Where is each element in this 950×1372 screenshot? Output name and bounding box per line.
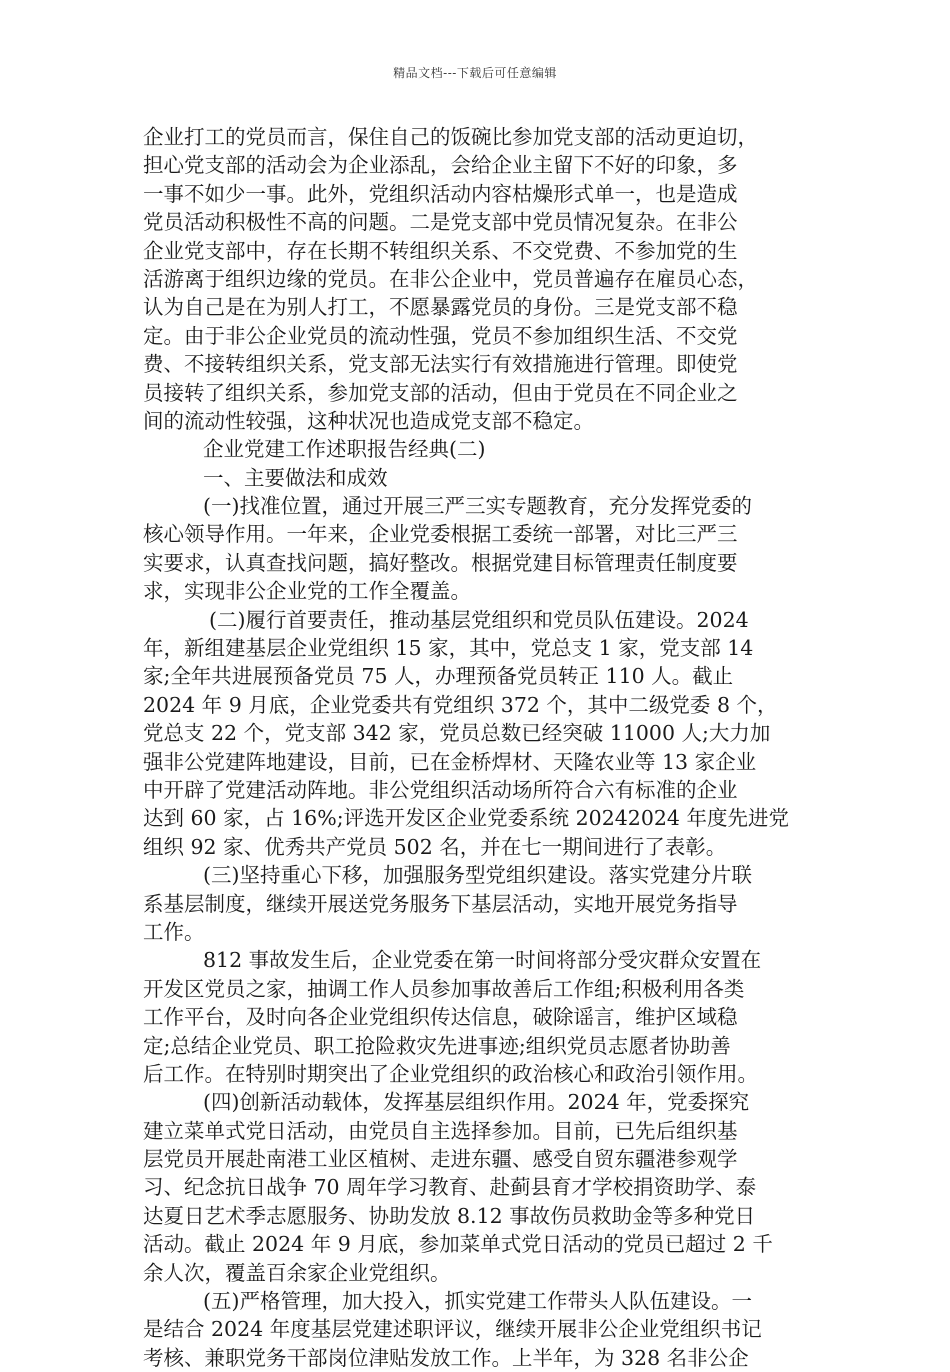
text-line: 企业党支部中，存在长期不转组织关系、不交党费、不参加党的生 — [143, 238, 738, 263]
text-line: 层党员开展赴南港工业区植树、走进东疆、感受自贸东疆港参观学 — [143, 1147, 738, 1172]
text-line: 强非公党建阵地建设，目前，已在金桥焊材、天隆农业等 13 家企业 — [143, 749, 757, 774]
text-line: 党总支 22 个，党支部 342 家，党员总数已经突破 11000 人;大力加 — [143, 721, 771, 746]
text-line: 认为自己是在为别人打工，不愿暴露党员的身份。三是党支部不稳 — [143, 295, 738, 320]
text-line: 812 事故发生后，企业党委在第一时间将部分受灾群众安置在 — [203, 948, 762, 973]
text-line: 达到 60 家，占 16%;评选开发区企业党委系统 20242024 年度先进党 — [143, 806, 789, 831]
text-line: (三)坚持重心下移，加强服务型党组织建设。落实党建分片联 — [203, 863, 752, 888]
text-line: 余人次，覆盖百余家企业党组织。 — [143, 1260, 451, 1285]
text-line: 家;全年共进展预备党员 75 人，办理预备党员转正 110 人。截止 — [143, 664, 734, 689]
text-line: 2024 年 9 月底，企业党委共有党组织 372 个，其中二级党委 8 个， — [143, 692, 778, 717]
text-line: 考核、兼职党务干部岗位津贴发放工作。上半年，为 328 名非公企 — [143, 1345, 749, 1370]
text-line: (五)严格管理，加大投入，抓实党建工作带头人队伍建设。一 — [203, 1289, 752, 1314]
text-line: 企业打工的党员而言，保住自己的饭碗比参加党支部的活动更迫切， — [143, 125, 758, 149]
text-line: 定。由于非公企业党员的流动性强，党员不参加组织生活、不交党 — [143, 323, 738, 348]
text-line: 中开辟了党建活动阵地。非公党组织活动场所符合六有标准的企业 — [143, 777, 738, 802]
text-line: 员接转了组织关系，参加党支部的活动，但由于党员在不同企业之 — [143, 380, 738, 405]
text-line: 核心领导作用。一年来，企业党委根据工委统一部署，对比三严三 — [143, 522, 738, 547]
text-line: 建立菜单式党日活动，由党员自主选择参加。目前，已先后组织基 — [143, 1118, 738, 1143]
text-line: 活游离于组织边缘的党员。在非公企业中，党员普遍存在雇员心态， — [143, 266, 758, 291]
text-line: 活动。截止 2024 年 9 月底，参加菜单式党日活动的党员已超过 2 千 — [143, 1232, 773, 1257]
text-line: 年，新组建基层企业党组织 15 家，其中，党总支 1 家，党支部 14 — [143, 636, 754, 661]
text-line: 费、不接转组织关系，党支部无法实行有效措施进行管理。即使党 — [143, 352, 738, 377]
text-line: (四)创新活动载体，发挥基层组织作用。2024 年，党委探究 — [203, 1090, 750, 1115]
text-line: 求，实现非公企业党的工作全覆盖。 — [143, 579, 471, 604]
text-line: (二)履行首要责任，推动基层党组织和党员队伍建设。2024 — [209, 607, 749, 632]
text-line: 系基层制度，继续开展送党务服务下基层活动，实地开展党务指导 — [143, 891, 738, 916]
text-line: 一事不如少一事。此外，党组织活动内容枯燥形式单一，也是造成 — [143, 181, 738, 206]
text-line: 一、主要做法和成效 — [203, 465, 388, 490]
document-body — [143, 123, 815, 1372]
page-header: 精品文档---下载后可任意编辑 — [393, 66, 557, 80]
text-line: 企业党建工作述职报告经典(二) — [203, 437, 486, 462]
text-line: 实要求，认真查找问题，搞好整改。根据党建目标管理责任制度要 — [143, 550, 738, 575]
text-line: 工作。 — [143, 919, 205, 944]
text-line: 习、纪念抗日战争 70 周年学习教育、赴蓟县育才学校捐资助学、泰 — [143, 1175, 757, 1200]
text-line: 党员活动积极性不高的问题。二是党支部中党员情况复杂。在非公 — [143, 210, 738, 235]
text-line: 组织 92 家、优秀共产党员 502 名，并在七一期间进行了表彰。 — [143, 834, 727, 859]
text-line: 开发区党员之家，抽调工作人员参加事故善后工作组;积极利用各类 — [143, 976, 745, 1001]
text-line: 达夏日艺术季志愿服务、协助发放 8.12 事故伤员救助金等多种党日 — [143, 1203, 756, 1228]
text-line: (一)找准位置，通过开展三严三实专题教育，充分发挥党委的 — [203, 494, 752, 519]
text-line: 定;总结企业党员、职工抢险救灾先进事迹;组织党员志愿者协助善 — [143, 1033, 731, 1058]
text-line: 后工作。在特别时期突出了企业党组织的政治核心和政治引领作用。 — [143, 1061, 758, 1086]
text-line: 工作平台，及时向各企业党组织传达信息，破除谣言，维护区域稳 — [143, 1005, 738, 1030]
text-line: 是结合 2024 年度基层党建述职评议，继续开展非公企业党组织书记 — [143, 1317, 762, 1342]
text-line: 担心党支部的活动会为企业添乱，会给企业主留下不好的印象，多 — [143, 153, 738, 178]
text-line: 间的流动性较强，这种状况也造成党支部不稳定。 — [143, 408, 594, 433]
